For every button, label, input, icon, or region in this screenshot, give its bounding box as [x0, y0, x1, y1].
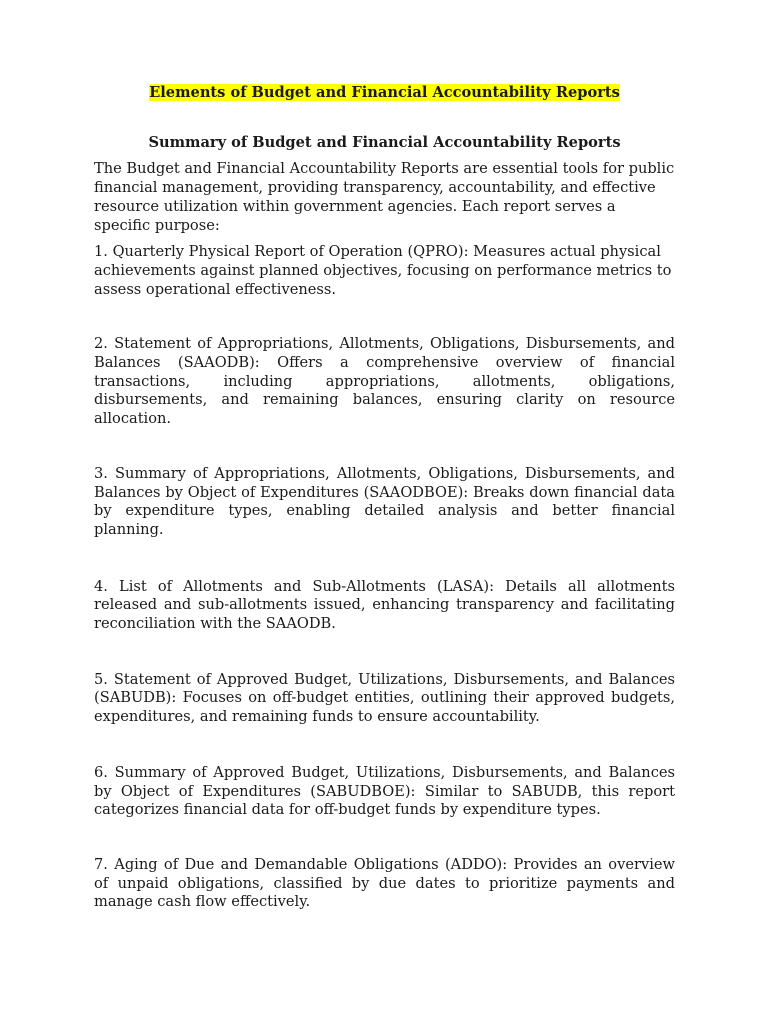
list-item-saaodb: 2. Statement of Appropriations, Allotments, Obligations, Disbursements, and Balances (SAAODB): Offers a comprehensive overview of financial transactions, including appropriations, allotments, obligations, disbursements, and remaining balances, ensuring clarity on resource allocation.	[94, 335, 675, 428]
document-title: Elements of Budget and Financial Accountability Reports	[149, 84, 620, 101]
list-item-qpro: 1. Quarterly Physical Report of Operation (QPRO): Measures actual physical achievements against planned objectives, focusing on performance metrics to assess operational effectiveness.	[94, 243, 672, 298]
list-item-sabudb: 5. Statement of Approved Budget, Utilizations, Disbursements, and Balances (SABUDB): Focuses on off-budget entities, outlining their approved budgets, expenditures, and remaining funds to ensure accountability.	[94, 670, 675, 726]
list-item-sabudboe: 6. Summary of Approved Budget, Utilizations, Disbursements, and Balances by Object of Expenditures (SABUDBOE): Similar to SABUDB, this report categorizes financial data for off-budget funds by expenditure types.	[94, 763, 675, 819]
list-item-addo: 7. Aging of Due and Demandable Obligations (ADDO): Provides an overview of unpaid obligations, classified by due dates to prioritize payments and manage cash flow effectively.	[94, 855, 675, 911]
title-line	[94, 84, 675, 103]
list-item-lasa: 4. List of Allotments and Sub-Allotments (LASA): Details all allotments released and sub-allotments issued, enhancing transparency and facilitating reconciliation with the SAAODB.	[94, 577, 675, 633]
intro-paragraph: The Budget and Financial Accountability Reports are essential tools for public financial management, providing transparency, accountability, and effective resource utilization within government agencies. Each report serves a specific purpose:	[94, 160, 675, 234]
document-page	[94, 84, 675, 912]
document-subtitle: Summary of Budget and Financial Accountability Reports	[148, 133, 621, 151]
list-item-saaodboe: 3. Summary of Appropriations, Allotments, Obligations, Disbursements, and Balances by Object of Expenditures (SAAODBOE): Breaks down financial data by expenditure types, enabling detailed analysis and better financial planning.	[94, 464, 675, 538]
